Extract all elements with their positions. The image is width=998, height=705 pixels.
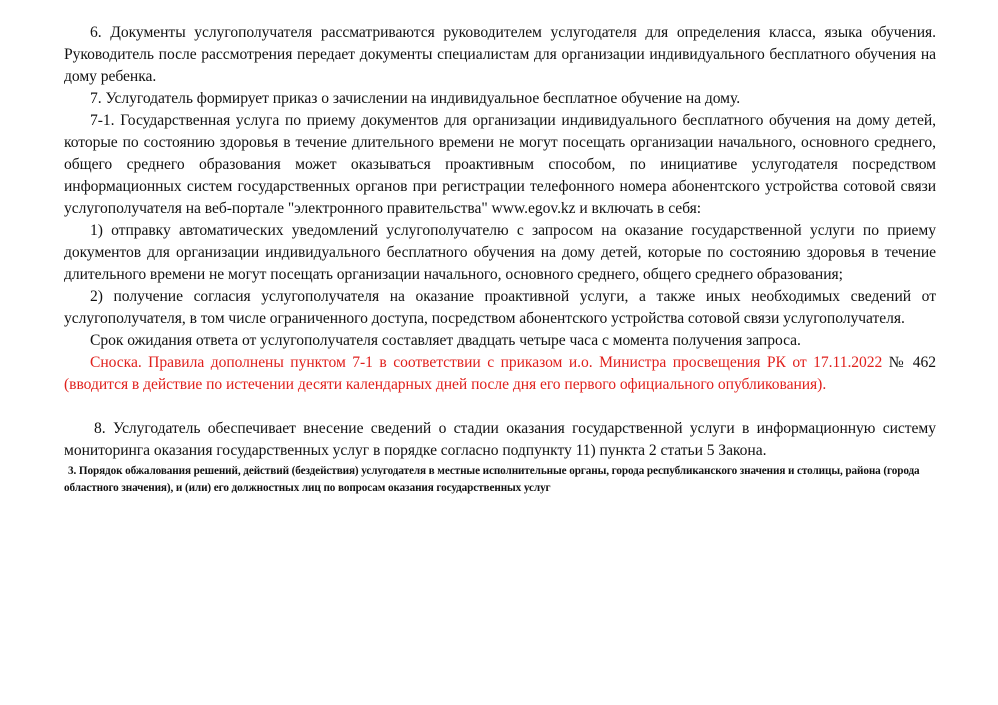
blank-line bbox=[64, 396, 936, 418]
paragraph-7: 7. Услугодатель формирует приказ о зачислении на индивидуальное бесплатное обучение на дому. bbox=[90, 90, 741, 107]
waiting-period-text: Срок ожидания ответа от услугополучателя составляет двадцать четыре часа с момента получения запроса. bbox=[90, 332, 801, 349]
paragraph-8: 8. Услугодатель обеспечивает внесение сведений о стадии оказания государственной услуги в информационную систему мониторинга оказания государственных услуг в порядке согласно подпункту 11) пункта 2 статьи 5 Закона. bbox=[64, 420, 936, 459]
list-item-1: 1) отправку автоматических уведомлений услугополучателю с запросом на оказание государственной услуги по приему документов для организации индивидуального бесплатного обучения на дому детей, которые по состоянию здоровья в течение длительного времени не могут посещать организации начального, основного среднего, общего среднего образования; bbox=[64, 222, 936, 283]
list-item-2: 2) получение согласия услугополучателя на оказание проактивной услуги, а также иных необходимых сведений от услугополучателя, в том числе ограниченного доступа, посредством абонентского устройства сотовой связи услугополучателя. bbox=[64, 288, 936, 327]
document-page bbox=[64, 22, 936, 497]
paragraph-6: 6. Документы услугополучателя рассматриваются руководителем услугодателя для определения класса, языка обучения. Руководитель после рассмотрения передает документы специалистам для организации индивидуального бесплатного обучения на дому ребенка. bbox=[64, 24, 936, 85]
footnote-effective-note: (вводится в действие по истечении десяти календарных дней после дня его первого официального опубликования). bbox=[64, 376, 827, 393]
footnote-order-number: № 462 bbox=[882, 354, 936, 371]
footnote bbox=[64, 352, 936, 396]
footnote-text-red: Сноска. Правила дополнены пунктом 7-1 в соответствии с приказом и.о. Министра просвещения РК от 17.11.2022 bbox=[90, 354, 883, 371]
paragraph-7-1: 7-1. Государственная услуга по приему документов для организации индивидуального бесплатного обучения на дому детей, которые по состоянию здоровья в течение длительного времени не могут посещать организации начального, основного среднего, общего среднего образования может оказываться проактивным способом, по инициативе услугодателя посредством информационных систем государственных органов при регистрации телефонного номера абонентского устройства сотовой связи услугополучателя на веб-портале "электронного правительства" www.egov.kz и включать в себя: bbox=[64, 112, 936, 217]
section-3-heading: 3. Порядок обжалования решений, действий (бездействия) услугодателя в местные исполнительные органы, города республиканского значения и столицы, района (города областного значения), и (или) его должностных лиц по вопросам оказания государственных услуг bbox=[64, 465, 920, 494]
